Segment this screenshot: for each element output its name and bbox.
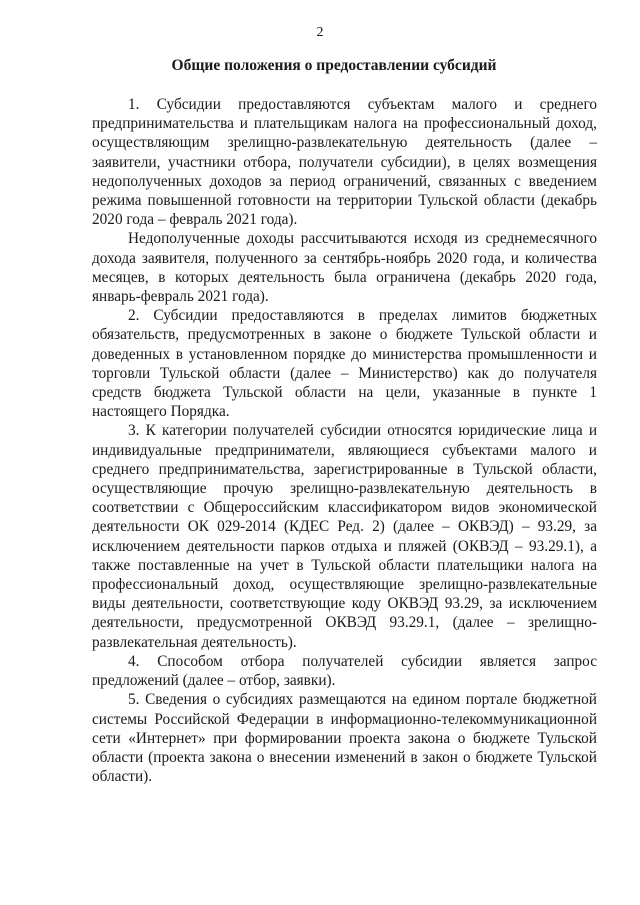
section-heading: Общие положения о предоставлении субсидий bbox=[171, 57, 497, 74]
page-number: 2 bbox=[316, 25, 324, 40]
paragraph-1-continued: Недополученные доходы рассчитываются исходя из среднемесячного дохода заявителя, полученного за сентябрь-ноябрь 2020 года, и количества месяцев, в которых деятельность была ограничена (декабрь 2020 года, январь-февраль 2021 года). bbox=[92, 230, 597, 306]
paragraph-4: 4. Способом отбора получателей субсидии является запрос предложений (далее – отбор, заявки). bbox=[92, 652, 597, 690]
paragraph-3: 3. К категории получателей субсидии относятся юридические лица и индивидуальные предприниматели, являющиеся субъектами малого и среднего предпринимательства, зарегистрированные в Тульской области, осуществляющие прочую зрелищно-развлекательную деятельность в соответствии с Общероссийским классификатором видов экономической деятельности ОК 029-2014 (КДЕС Ред. 2) (далее – ОКВЭД) – 93.29, за исключением деятельности парков отдыха и пляжей (ОКВЭД – 93.29.1), а также поставленные на учет в Тульской области плательщики налога на профессиональный доход, осуществляющие зрелищно-развлекательные виды деятельности, соответствующие коду ОКВЭД 93.29, за исключением деятельности, предусмотренной ОКВЭД 93.29.1, (далее – зрелищно-развлекательная деятельность). bbox=[92, 422, 597, 651]
paragraph-5: 5. Сведения о субсидиях размещаются на едином портале бюджетной системы Российской Федерации в информационно-телекоммуникационной сети «Интернет» при формировании проекта закона о бюджете Тульской области (проекта закона о внесении изменений в закон о бюджете Тульской области). bbox=[92, 691, 597, 786]
paragraph-2: 2. Субсидии предоставляются в пределах лимитов бюджетных обязательств, предусмотренных в законе о бюджете Тульской области и доведенных в установленном порядке до министерства промышленности и торговли Тульской области (далее – Министерство) как до получателя средств бюджета Тульской области на цели, указанные в пункте 1 настоящего Порядка. bbox=[92, 307, 597, 421]
paragraph-1: 1. Субсидии предоставляются субъектам малого и среднего предпринимательства и плательщикам налога на профессиональный доход, осуществляющим зрелищно-развлекательную деятельность (далее – заявители, участники отбора, получатели субсидии), в целях возмещения недополученных доходов за период ограничений, связанных с введением режима повышенной готовности на территории Тульской области (декабрь 2020 года – февраль 2021 года). bbox=[92, 96, 597, 229]
document-body bbox=[92, 95, 597, 786]
